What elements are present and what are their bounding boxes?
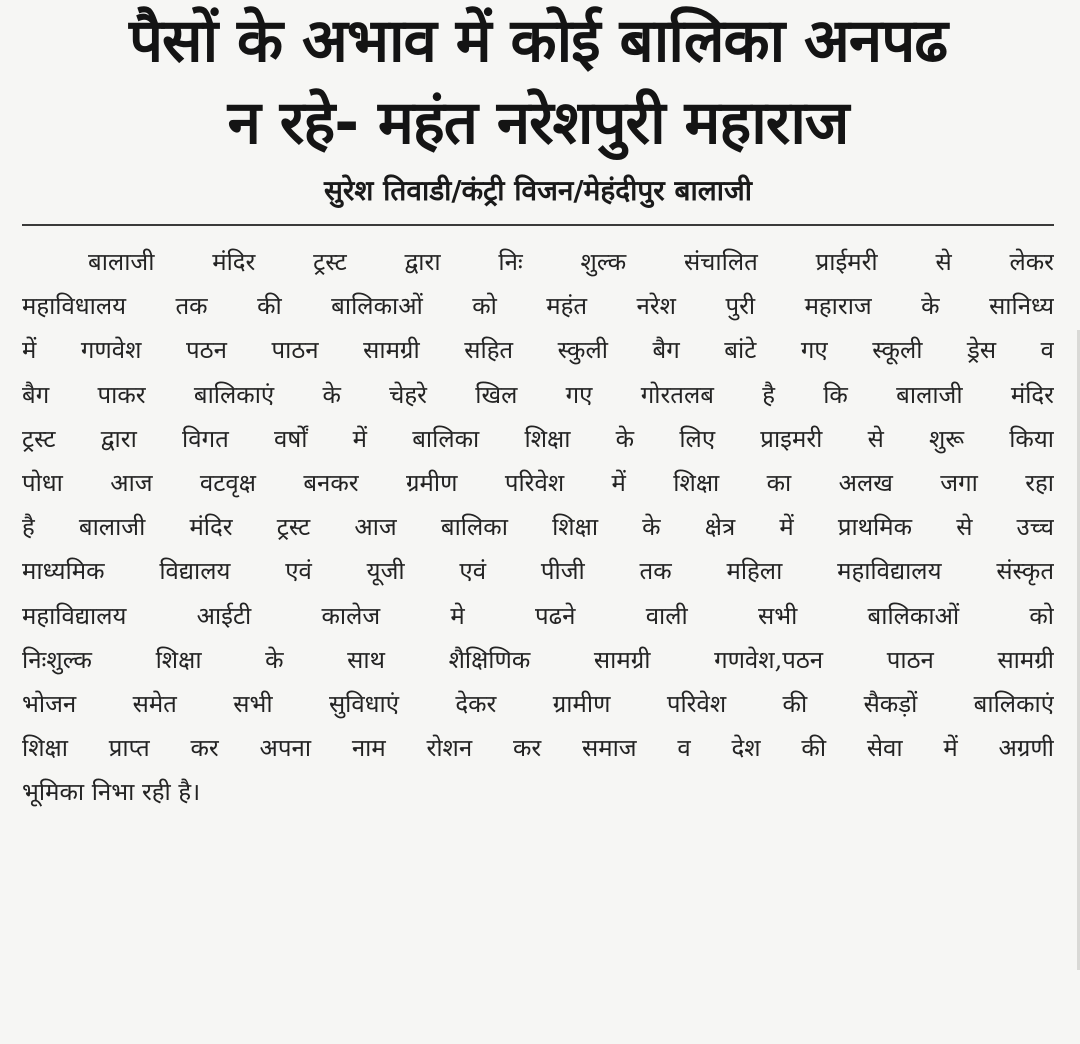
body-line-12: शिक्षा प्राप्त कर अपना नाम रोशन कर समाज व देश की सेवा में अग्रणी <box>22 734 1054 763</box>
headline-line-1: पैसों के अभाव में कोई बालिका अनपढ <box>128 6 948 76</box>
body-line-11: भोजन समेत सभी सुविधाएं देकर ग्रामीण परिवेश की सैकड़ों बालिकाएं <box>22 690 1054 719</box>
body-line-6: पोधा आज वटवृक्ष बनकर ग्रमीण परिवेश में शिक्षा का अलख जगा रहा <box>22 469 1054 498</box>
divider-rule <box>22 224 1054 226</box>
body-line-7: है बालाजी मंदिर ट्रस्ट आज बालिका शिक्षा के क्षेत्र में प्राथमिक से उच्च <box>22 513 1054 542</box>
body-line-2: महाविधालय तक की बालिकाओं को महंत नरेश पुरी महाराज के सानिध्य <box>22 292 1054 321</box>
body-line-1: बालाजी मंदिर ट्रस्ट द्वारा निः शुल्क संचालित प्राईमरी से लेकर <box>88 248 1054 276</box>
body-line-5: ट्रस्ट द्वारा विगत वर्षों में बालिका शिक्षा के लिए प्राइमरी से शुरू किया <box>22 424 1054 453</box>
headline <box>22 0 1054 164</box>
body-line-10: निःशुल्क शिक्षा के साथ शैक्षिणिक सामग्री गणवेश,पठन पाठन सामग्री <box>22 645 1054 674</box>
body-line-13: भूमिका निभा रही है। <box>22 778 201 807</box>
body-line-4: बैग पाकर बालिकाएं के चेहरे खिल गए गोरतलब है कि बालाजी मंदिर <box>22 380 1054 409</box>
headline-line-2: न रहे- महंत नरेशपुरी महाराज <box>227 88 849 158</box>
byline: सुरेश तिवाडी/कंट्री विजन/मेहंदीपुर बालाजी <box>324 174 752 207</box>
article-body <box>22 240 1054 815</box>
body-line-9: महाविद्यालय आईटी कालेज मे पढने वाली सभी बालिकाओं को <box>22 601 1054 630</box>
body-line-8: माध्यमिक विद्यालय एवं यूजी एवं पीजी तक महिला महाविद्यालय संस्कृत <box>22 557 1054 586</box>
body-line-3: में गणवेश पठन पाठन सामग्री सहित स्कुली बैग बांटे गए स्कूली ड्रेस व <box>22 336 1054 365</box>
